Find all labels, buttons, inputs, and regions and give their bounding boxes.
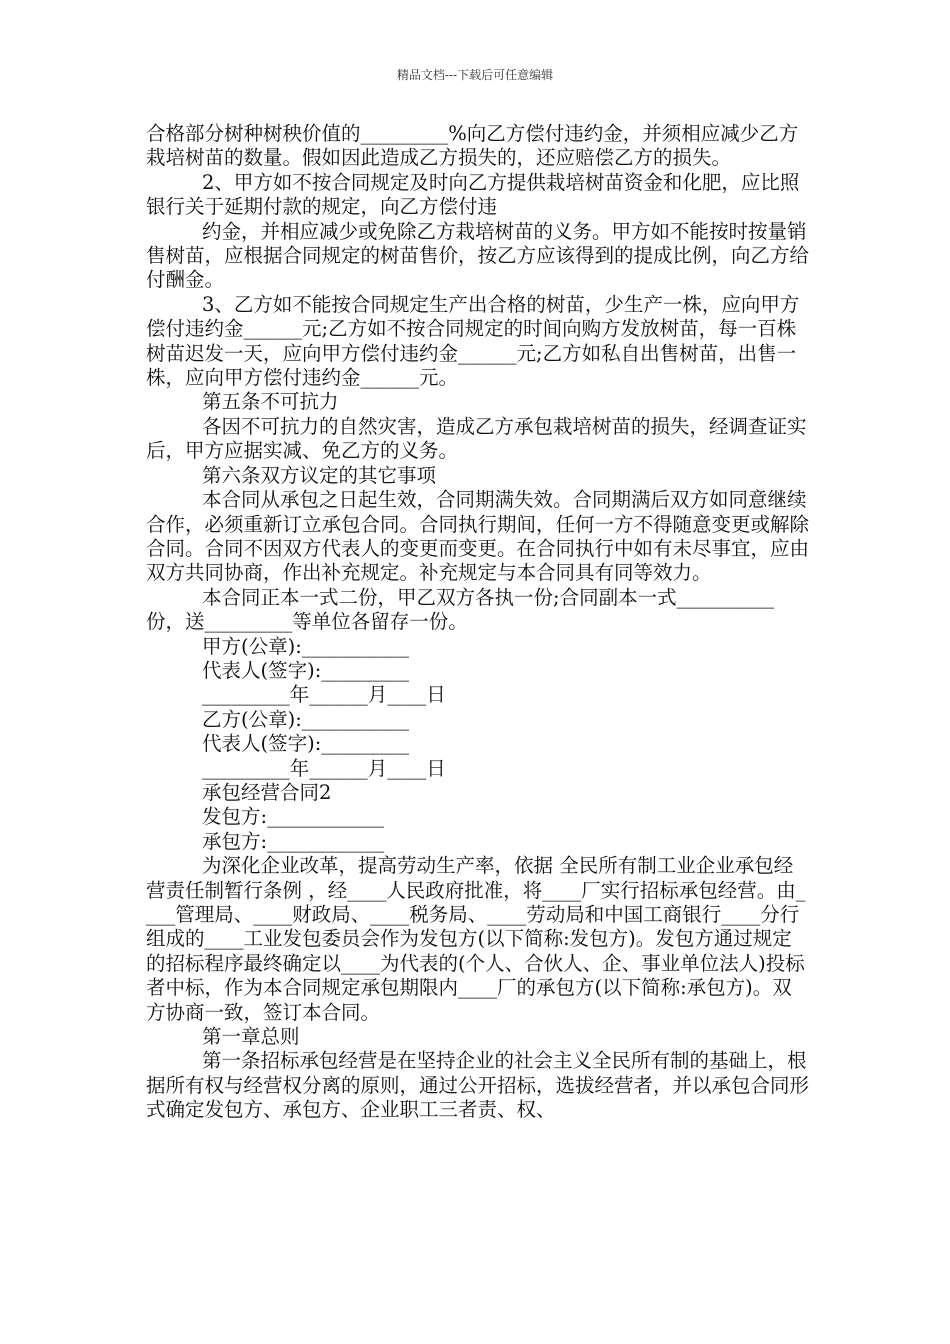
paragraph: 代表人(签字):_________ xyxy=(202,732,410,756)
paragraph: 第一条招标承包经营是在坚持企业的社会主义全民所有制的基础上，根据所有权与经营权分离的原则，通过公开招标，选拔经营者，并以承包合同形式确定发包方、承包方、企业职工三者责、权、 xyxy=(146,1049,810,1122)
paragraph: 乙方(公章):___________ xyxy=(202,707,410,731)
paragraph: 代表人(签字):_________ xyxy=(202,658,410,682)
paragraph: 2、甲方如不按合同规定及时向乙方提供栽培树苗资金和化肥，应比照银行关于延期付款的规定，向乙方偿付违 xyxy=(146,170,800,219)
page-header: 精品文档---下载后可任意编辑 xyxy=(396,68,554,82)
paragraph: 约金，并相应减少或免除乙方栽培树苗的义务。甲方如不能按时按量销售树苗，应根据合同规定的树苗售价，按乙方应该得到的提成比例，向乙方给付酬金。 xyxy=(146,219,810,292)
paragraph: 第一章总则 xyxy=(202,1025,300,1049)
paragraph: 各因不可抗力的自然灾害，造成乙方承包栽培树苗的损失，经调查证实后，甲方应据实减、免乙方的义务。 xyxy=(146,414,807,463)
paragraph: _________年______月____日 xyxy=(202,683,446,707)
paragraph: 3、乙方如不能按合同规定生产出合格的树苗，少生产一株，应向甲方偿付违约金______元;乙方如不按合同规定的时间向购方发放树苗，每一百株树苗迟发一天，应向甲方偿付违约金______元;乙方如私自出售树苗，出售一株，应向甲方偿付违约金______元。 xyxy=(146,292,800,390)
paragraph: 发包方:____________ xyxy=(202,805,385,829)
paragraph: 为深化企业改革，提高劳动生产率，依据 全民所有制工业企业承包经营责任制暂行条例 ，经____人民政府批准，将____厂实行招标承包经营。由____管理局、____财政局、____税务局、____劳动局和中国工商银行____分行组成的____工业发包委员会作为发包方(以下简称:发包方)。发包方通过规定的招标程序最终确定以____为代表的(个人、合伙人、企、事业单位法人)投标者中标，作为本合同规定承包期限内____厂的承包方(以下简称:承包方)。双方协商一致，签订本合同。 xyxy=(146,854,806,1024)
paragraph: 承包经营合同2 xyxy=(202,780,332,804)
paragraph: 承包方:____________ xyxy=(202,829,385,853)
paragraph: 合格部分树种树秧价值的_________%向乙方偿付违约金，并须相应减少乙方栽培树苗的数量。假如因此造成乙方损失的，还应赔偿乙方的损失。 xyxy=(146,122,799,170)
paragraph: 甲方(公章):___________ xyxy=(202,634,410,658)
paragraph: 第六条双方议定的其它事项 xyxy=(202,463,437,487)
paragraph: 本合同正本一式二份，甲乙双方各执一份;合同副本一式__________份，送_________等单位各留存一份。 xyxy=(146,585,775,634)
paragraph: 本合同从承包之日起生效，合同期满失效。合同期满后双方如同意继续合作，必须重新订立承包合同。合同执行期间，任何一方不得随意变更或解除合同。合同不因双方代表人的变更而变更。在合同执行中如有未尽事宜，应由双方共同协商，作出补充规定。补充规定与本合同具有同等效力。 xyxy=(146,488,810,585)
document-body xyxy=(146,122,810,1123)
paragraph: _________年______月____日 xyxy=(202,756,446,780)
paragraph: 第五条不可抗力 xyxy=(202,390,339,414)
